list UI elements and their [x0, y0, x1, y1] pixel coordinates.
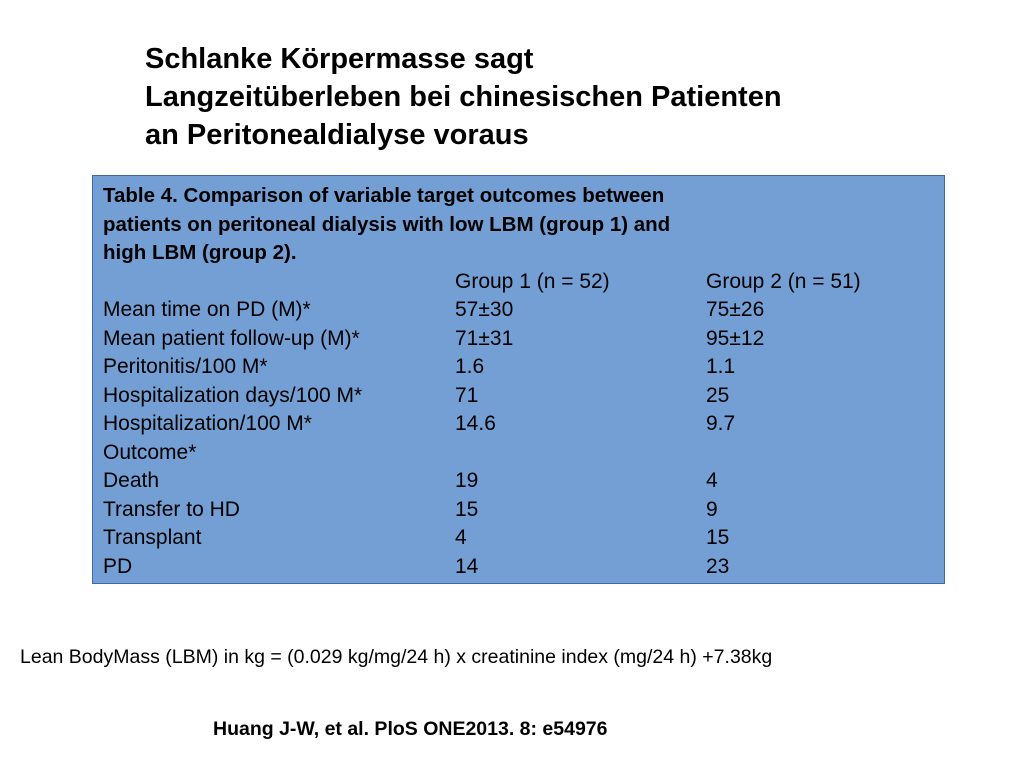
table-caption-line: patients on peritoneal dialysis with low LBM (group 1) and [103, 212, 671, 236]
group-2-value: 15 [706, 526, 730, 549]
slide-title-line: Schlanke Körpermasse sagt [145, 43, 534, 75]
table-caption-line: high LBM (group 2). [103, 241, 297, 264]
group-1-value: 19 [455, 469, 479, 492]
row-label: PD [103, 554, 133, 578]
row-label: Mean patient follow-up (M)* [103, 326, 360, 350]
table-row [103, 553, 936, 582]
group-1-value: 71±31 [455, 326, 514, 350]
table-row [103, 524, 936, 553]
table-row [103, 410, 936, 439]
group-2-value: 9.7 [706, 412, 736, 435]
header-cell-group-2: Group 2 (n = 51) [706, 269, 861, 293]
citation: Huang J-W, et al. PloS ONE2013. 8: e54976 [213, 718, 608, 740]
group-1-value: 14.6 [455, 412, 496, 435]
row-label: Transfer to HD [103, 497, 240, 521]
group-1-value [455, 439, 706, 468]
comparison-table [103, 268, 936, 582]
table-row [103, 382, 936, 411]
table-header-row [103, 268, 936, 297]
row-label: Transplant [103, 526, 202, 549]
table-row [103, 353, 936, 382]
table-row [103, 439, 936, 468]
group-1-value: 1.6 [455, 355, 485, 378]
group-2-value [706, 439, 936, 468]
row-label: Hospitalization/100 M* [103, 412, 312, 435]
row-label: Mean time on PD (M)* [103, 298, 311, 321]
table-caption-line: Table 4. Comparison of variable target outcomes between [103, 184, 665, 207]
group-2-value: 4 [706, 469, 718, 492]
row-label: Peritonitis/100 M* [103, 355, 268, 378]
group-1-value: 4 [455, 526, 467, 549]
table-row [103, 296, 936, 325]
group-2-value: 9 [706, 497, 718, 521]
table-row [103, 467, 936, 496]
group-2-value: 1.1 [706, 355, 736, 378]
group-1-value: 15 [455, 497, 479, 521]
lbm-formula: Lean BodyMass (LBM) in kg = (0.029 kg/mg/24 h) x creatinine index (mg/24 h) +7.38kg [20, 646, 773, 668]
group-1-value: 57±30 [455, 298, 514, 321]
row-label: Hospitalization days/100 M* [103, 383, 363, 407]
group-1-value: 71 [455, 383, 479, 407]
slide-title-line: an Peritonealdialyse voraus [145, 119, 529, 151]
header-cell-group-1: Group 1 (n = 52) [455, 269, 610, 293]
group-2-value: 75±26 [706, 298, 765, 321]
row-label: Outcome* [103, 440, 197, 464]
slide-title-line: Langzeitüberleben bei chinesischen Patienten [145, 81, 782, 113]
slide-title [145, 40, 965, 154]
row-label: Death [103, 469, 160, 492]
table-panel [92, 175, 945, 584]
group-2-value: 95±12 [706, 326, 765, 350]
table-row [103, 496, 936, 525]
group-2-value: 23 [706, 554, 730, 578]
header-cell-variable [103, 268, 455, 297]
group-2-value: 25 [706, 383, 730, 407]
table-row [103, 325, 936, 354]
group-1-value: 14 [455, 554, 479, 578]
table-caption [103, 182, 944, 268]
